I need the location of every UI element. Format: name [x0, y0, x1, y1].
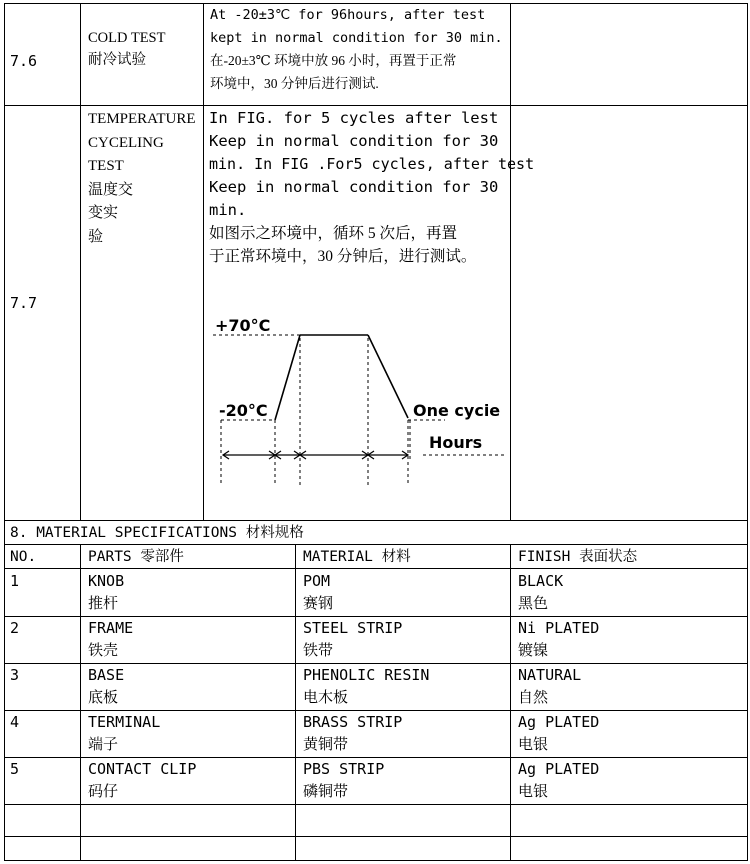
- test-name-zh: 耐冷试验: [88, 52, 146, 68]
- section-title: 8. MATERIAL SPECIFICATIONS 材料规格: [10, 525, 304, 541]
- test-number: 7.7: [10, 294, 38, 312]
- row-number: 2: [10, 619, 20, 637]
- test-name-line: TEMPERATURE: [88, 111, 196, 127]
- material-en: PBS STRIP: [303, 760, 385, 778]
- part-name-en: CONTACT CLIP: [88, 760, 197, 778]
- part-name-en: TERMINAL: [88, 713, 161, 731]
- test-desc-line: 如图示之环境中，循环 5 次后，再置: [209, 225, 458, 242]
- column-header: NO.: [10, 549, 37, 565]
- row-number: 5: [10, 760, 20, 778]
- test-desc-line: Keep in normal condition for 30: [209, 132, 499, 150]
- part-name-en: BASE: [88, 666, 125, 684]
- test-name: [88, 108, 196, 249]
- table-border: [4, 836, 748, 837]
- finish-en: BLACK: [518, 572, 564, 590]
- finish-en: Ag PLATED: [518, 713, 600, 731]
- high-temp-label: +70°C: [215, 316, 271, 335]
- material-zh: 赛钢: [303, 596, 334, 612]
- table-border: [295, 544, 296, 861]
- test-name-line: CYCELING: [88, 134, 164, 151]
- table-border: [4, 804, 748, 805]
- row-number: 4: [10, 713, 20, 731]
- part-name-en: KNOB: [88, 572, 125, 590]
- finish-zh: 黑色: [518, 596, 549, 612]
- cycle-label: One cycie: [413, 401, 501, 420]
- material-en: BRASS STRIP: [303, 713, 403, 731]
- test-desc-line: 于正常环境中，30 分钟后，进行测试。: [209, 248, 477, 265]
- test-name-line: TEST: [88, 158, 124, 174]
- finish-en: NATURAL: [518, 666, 582, 684]
- part-name-zh: 端子: [88, 737, 119, 753]
- test-desc-line: kept in normal condition for 30 min.: [210, 30, 503, 46]
- cycle-curve: [275, 335, 408, 420]
- column-header: FINISH 表面状态: [518, 549, 638, 565]
- table-border: [4, 520, 748, 521]
- test-desc-line: min.: [209, 201, 247, 219]
- temperature-cycle-diagram: [205, 300, 510, 500]
- test-name-line: 验: [88, 228, 104, 245]
- table-border: [4, 3, 5, 861]
- test-number: 7.6: [10, 52, 38, 70]
- time-arrows: [223, 451, 408, 459]
- finish-zh: 电银: [518, 737, 549, 753]
- material-en: POM: [303, 572, 331, 590]
- test-desc-line: In FIG. for 5 cycles after lest: [209, 109, 499, 127]
- row-number: 1: [10, 572, 20, 590]
- table-border: [80, 3, 81, 521]
- table-border: [747, 3, 748, 861]
- part-name-zh: 推杆: [88, 596, 119, 612]
- part-name-en: FRAME: [88, 619, 134, 637]
- table-border: [510, 544, 511, 861]
- finish-zh: 电银: [518, 784, 549, 800]
- table-border: [203, 3, 204, 521]
- finish-zh: 镀镍: [518, 643, 549, 659]
- column-header: MATERIAL 材料: [303, 549, 411, 565]
- material-zh: 黄铜带: [303, 737, 349, 753]
- part-name-zh: 底板: [88, 690, 119, 706]
- material-en: STEEL STRIP: [303, 619, 403, 637]
- test-description: [209, 107, 534, 268]
- test-name-line: 变实: [88, 205, 119, 221]
- test-name-en: COLD TEST: [88, 30, 166, 46]
- material-zh: 磷铜带: [303, 784, 349, 800]
- table-border: [4, 860, 748, 861]
- part-name-zh: 码仔: [88, 784, 119, 800]
- material-en: PHENOLIC RESIN: [303, 666, 430, 684]
- test-desc-line: At -20±3℃ for 96hours, after test: [210, 7, 486, 23]
- hours-label: Hours: [429, 433, 483, 452]
- material-zh: 电木板: [303, 690, 349, 706]
- material-zh: 铁带: [303, 643, 334, 659]
- row-number: 3: [10, 666, 20, 684]
- test-desc-line: min. In FIG .For5 cycles, after test: [209, 155, 535, 173]
- finish-en: Ag PLATED: [518, 760, 600, 778]
- column-header: PARTS 零部件: [88, 549, 184, 565]
- part-name-zh: 铁壳: [88, 643, 119, 659]
- test-desc-line: Keep in normal condition for 30: [209, 178, 499, 196]
- test-desc-line: 环境中，30 分钟后进行测试.: [210, 76, 379, 91]
- low-temp-label: -20°C: [219, 401, 268, 420]
- test-name-line: 温度交: [88, 181, 134, 198]
- finish-zh: 自然: [518, 690, 549, 706]
- table-border: [80, 544, 81, 861]
- finish-en: Ni PLATED: [518, 619, 600, 637]
- table-border: [4, 105, 748, 106]
- test-desc-line: 在-20±3℃ 环境中放 96 小时，再置于正常: [210, 53, 457, 68]
